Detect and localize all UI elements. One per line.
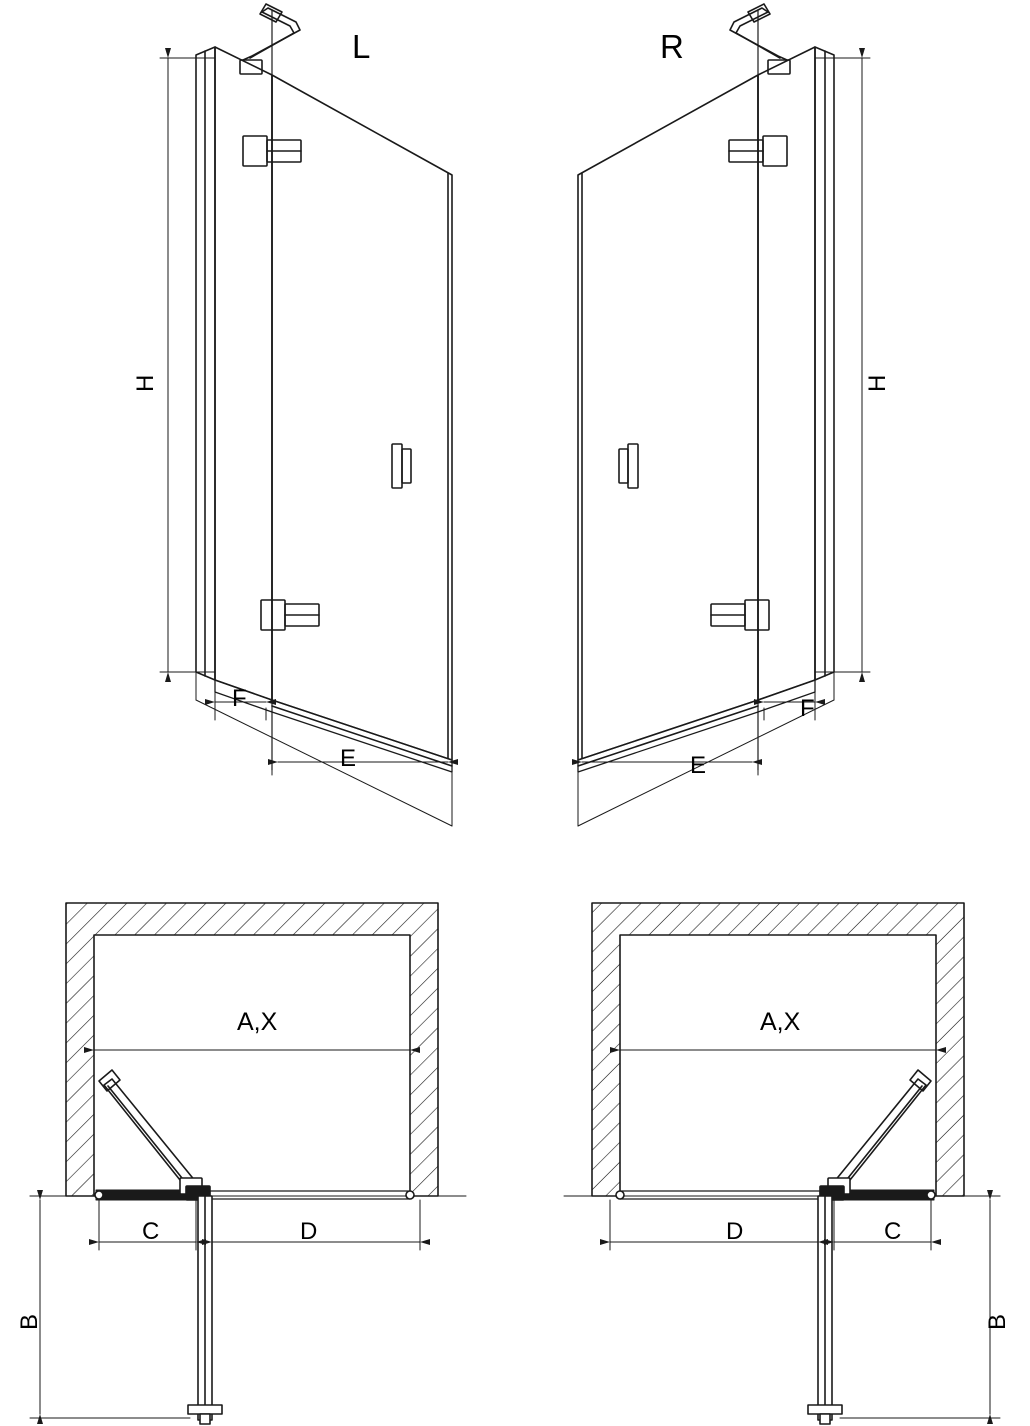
- dim-label-ax-left: A,X: [237, 1008, 278, 1036]
- dim-label-b-left: B: [16, 1313, 43, 1330]
- dim-label-e-right: E: [690, 752, 707, 779]
- dim-label-ax-right: A,X: [760, 1008, 801, 1036]
- plan-view-right: [564, 903, 1000, 1424]
- dim-label-d-left: D: [300, 1218, 318, 1245]
- plan-view-left: [30, 903, 466, 1424]
- variant-label-left: L: [352, 28, 371, 65]
- variant-label-right: R: [660, 28, 684, 65]
- dim-label-height-left: H: [132, 374, 159, 392]
- dim-label-e-left: E: [340, 745, 357, 772]
- iso-view-left: [160, 4, 452, 826]
- dim-label-c-left: C: [142, 1218, 160, 1245]
- dim-label-d-right: D: [726, 1218, 744, 1245]
- iso-view-right: [578, 4, 870, 826]
- dim-label-height-right: H: [864, 374, 891, 392]
- dim-label-c-right: C: [884, 1218, 902, 1245]
- dim-label-b-right: B: [984, 1313, 1011, 1330]
- dim-label-f-left: F: [232, 685, 247, 712]
- dim-label-f-right: F: [800, 695, 815, 722]
